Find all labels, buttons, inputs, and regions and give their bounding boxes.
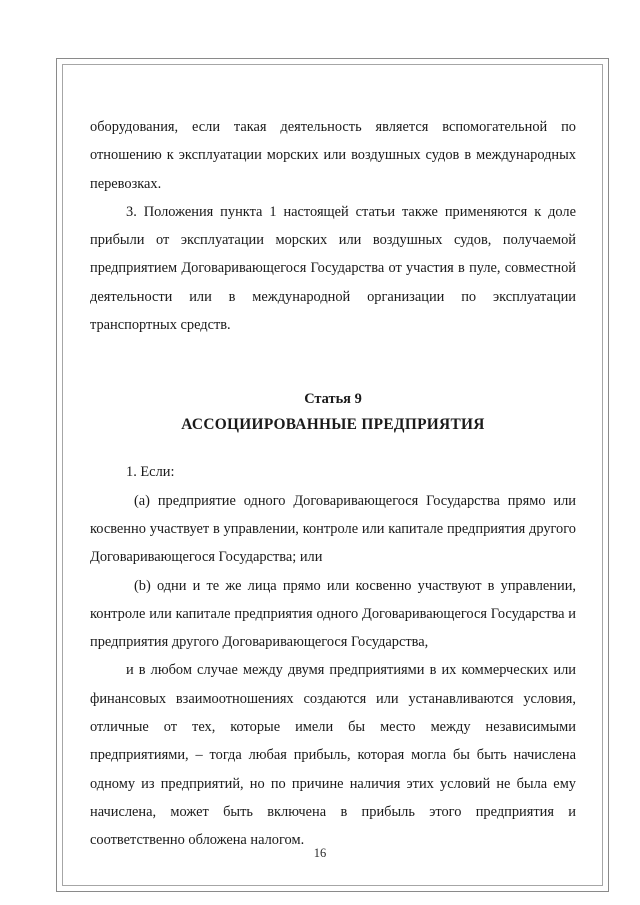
article-number: Статья 9 (304, 391, 362, 408)
page-number: 16 (313, 846, 327, 860)
article-title: АССОЦИИРОВАННЫЕ ПРЕДПРИЯТИЯ (181, 416, 485, 434)
document-body (90, 113, 576, 855)
paragraph-item-3: 3. Положения пункта 1 настоящей статьи также применяются к доле прибыли от эксплуатации морских или воздушных судов, получаемой предприятием Договаривающегося Государства от участия в пуле, совместной деятельности или в международной организации по эксплуатации транспортных средств. (90, 203, 576, 334)
paragraph-continuation: оборудования, если такая деятельность является вспомогательной по отношению к эксплуатации морских или воздушных судов в международных перевозках. (90, 119, 576, 192)
clause-1-intro: 1. Если: (126, 464, 175, 481)
clause-1-item-b: (b) одни и те же лица прямо или косвенно участвуют в управлении, контроле или капитале предприятия одного Договаривающегося Государства и предприятия другого Договаривающегося Государства, (90, 577, 576, 651)
clause-1-item-a: (a) предприятие одного Договаривающегося Государства прямо или косвенно участвует в управлении, контроле или капитале предприятия другого Договаривающегося Государства; или (90, 492, 576, 566)
clause-1-conclusion: и в любом случае между двумя предприятиями в их коммерческих или финансовых взаимоотношениях создаются или устанавливаются условия, отличные от тех, которые имели бы место между независимыми предприятиями, – тогда любая прибыль, которая могла бы быть начислена одному из предприятий, но по причине наличия этих условий не была ему начислена, может быть включена в прибыль этого предприятия и соответственно обложена налогом. (90, 662, 576, 849)
